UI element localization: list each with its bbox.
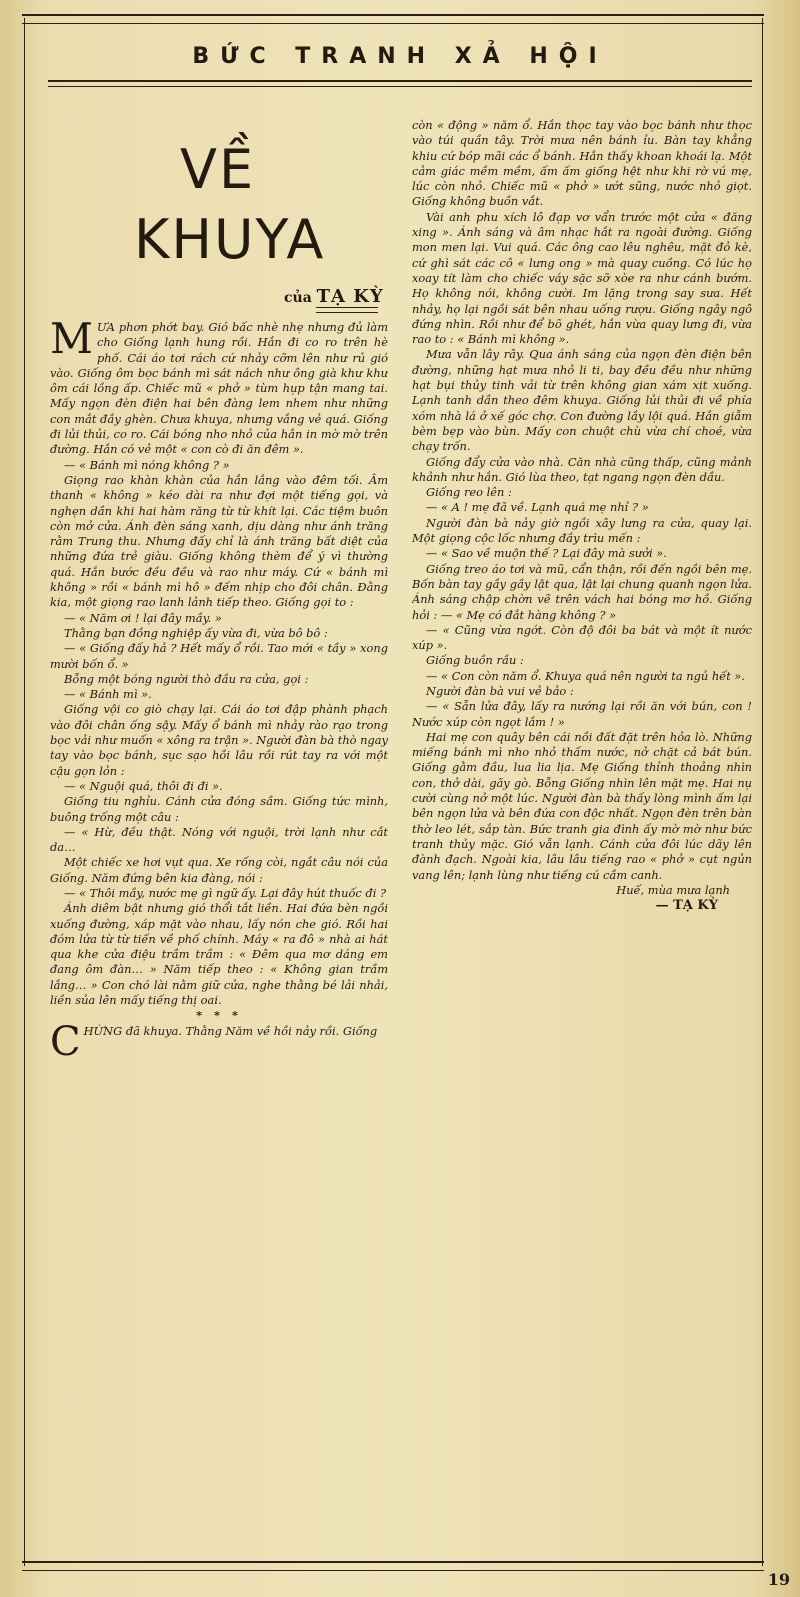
article-title-line2: KHUYA	[134, 208, 326, 271]
paragraph: Mưa vẫn lây rây. Qua ánh sáng của ngọn đèn điện bên đường, những hạt mưa nhỏ li ti, bay đều đều như những hạt bụi thủy tinh vải từ trên không gian xám xịt xuống. Lạnh tanh dần theo đêm khuya. Giống lủi thủi đi về phía xóm nhà lá ở xế góc chợ. Con đường lầy lội quá. Hắn giẫm bèm bẹp vào bùn. Mấy con chuột chù vừa chí choé, vừa chạy trốn.	[412, 347, 752, 454]
paragraph: Giọng rao khàn khàn của hắn lắng vào đêm tối. Âm thanh « không » kéo dài ra như đợi một tiếng gọi, và nghẹn dần khi hai hàm răng từ từ khít lại. Các tiệm buôn còn mở cửa. Ánh đèn sáng xanh, dịu dàng như ánh trăng rằm Trung thu. Nhưng đấy chỉ là ánh trăng bất diệt của những đứa trẻ giàu. Giống không thèm để ý vì thường quá. Hắn bước đều đều và rao như máy. Cứ « bánh mì không » rồi « bánh mì hô » đếm nhịp cho đôi chân. Đằng kia, một giọng rao lanh lảnh tiếp theo. Giống gọi to :	[50, 472, 388, 610]
byline-prefix: của	[284, 290, 312, 306]
paragraph: — « Bánh mì nóng không ? »	[64, 457, 230, 472]
paragraph: Giống đẩy cửa vào nhà. Căn nhà cũng thấp, cũng mảnh khảnh như hắn. Gió lùa theo, tạt ngang ngọn đèn dầu.	[412, 454, 752, 484]
paragraph: Giống vội co giò chạy lại. Cái áo tơi đập phành phạch vào đôi chân ống sậy. Mấy ổ bánh mì nhảy rào rạo trong bọc vải như muốn « xông ra trận ». Người đàn bà thò ngay tay vào bọc bánh, sục sạo hồi lâu rồi rút tay ra với một cậu gọn lỏn :	[50, 702, 388, 778]
paragraph: còn « động » năm ổ. Hắn thọc tay vào bọc bánh như thọc vào túi quần tây. Trời mưa nên bánh ỉu. Bàn tay khẳng khiu cứ bóp mãi các ổ bánh. Hắn thấy khoan khoái lạ. Một cảm giác mềm mềm, ấm ấm giống hệt như khi rờ vú mẹ, lúc còn nhỏ. Chiếc mũ « phở » ướt sũng, nước nhỏ giọt. Giống không buồn vắt.	[412, 118, 752, 209]
dateline: Huế, mùa mưa lạnh	[616, 882, 730, 897]
author-name: TẠ KỲ	[316, 286, 384, 307]
page-number: 19	[767, 1570, 790, 1589]
paragraph: Giống buồn rầu :	[426, 653, 524, 668]
paragraph: Thằng bạn đồng nghiệp ấy vừa đi, vừa bô bô :	[64, 625, 328, 640]
section-break: * * *	[196, 1008, 242, 1023]
drop-cap: C	[50, 1018, 81, 1065]
left-border	[24, 18, 25, 1566]
paragraph: Một chiếc xe hơi vụt qua. Xe rống còi, ngắt câu nói của Giống. Năm đứng bên kia đàng, nói :	[50, 855, 388, 885]
paragraph: — « Năm ơi ! lại đây mầy. »	[64, 610, 222, 625]
paragraph: — « Cũng vừa ngớt. Còn độ đôi ba bát và một ít nước xúp ».	[412, 622, 752, 653]
paragraph: — « Sẵn lửa đây, lấy ra nướng lại rồi ăn với bún, con ! Nước xúp còn ngọt lắm ! »	[412, 699, 752, 729]
top-border	[22, 14, 764, 24]
paragraph: Bỗng một bóng người thò đầu ra cửa, gọi :	[64, 671, 309, 686]
section-header: BỨC TRANH XẢ HỘI	[192, 44, 608, 69]
paragraph: Giống tiu nghỉu. Cánh cửa đóng sầm. Giống tức mình, buông trống một câu :	[50, 794, 388, 824]
paragraph: — « Bánh mì ».	[64, 687, 152, 702]
bottom-border	[22, 1561, 764, 1571]
paragraph: — « A ! mẹ đã về. Lạnh quá mẹ nhỉ ? »	[426, 500, 649, 515]
paragraph: Giống treo áo tơi và mũ, cẩn thận, rồi đến ngồi bên mẹ. Bốn bàn tay gầy gầy lật qua, lật lại chung quanh ngọn lửa. Ánh sáng chập chờn vẽ trên vách hai bóng mơ hồ. Giống hỏi : — « Mẹ có đắt hàng không ? »	[412, 561, 752, 622]
byline	[284, 286, 384, 307]
paragraph: — « Hừ, đều thật. Nóng với nguội, trời lạnh như cắt da…	[50, 824, 388, 855]
header-rule	[48, 80, 752, 87]
paragraph: Hai mẹ con quây bên cái nồi đất đặt trên hỏa lò. Những miếng bánh mì nho nhỏ thấm nước, nở chặt cả bát bún. Giống gằm đầu, lua lia lịa. Mẹ Giống thỉnh thoảng nhìn con, thở dài, gãy gò. Bỗng Giống nhìn lên mặt mẹ. Hai nụ cười cùng nở một lúc. Người đàn bà thấy lòng mình ấm lại bên ngọn lửa và bên đứa con độc nhất. Ngọn đèn trên bàn thờ leo lét, sắp tàn. Bức tranh gia đình ấy mờ mờ như bức tranh thủy mặc. Gió vẫn lạnh. Cánh cửa đôi lúc dãy lên đành đạch. Ngoài kia, lâu lâu tiếng rao « phở » cụt ngủn vang lên; lạnh lùng như tiếng cú cầm canh.	[412, 729, 752, 882]
drop-cap: M	[50, 320, 94, 363]
paragraph: Giống reo lên :	[426, 485, 512, 500]
paragraph: CHỪNG đã khuya. Thằng Năm về hồi nảy rồi. Giống	[50, 1018, 378, 1065]
paragraph: Vài anh phu xích lô đạp vơ vẩn trước một cửa « đăng xing ». Ánh sáng và âm nhạc hắt ra ngoài đường. Giống mon men lại. Vui quá. Các ông cao lêu nghêu, mặt đỏ kè, cứ ghì sát các cô « lưng ong » mà quay cuồng. Có lúc họ xoay tít làm cho chiếc váy sặc sỡ xòe ra như cánh bướm. Họ không nói, không cười. Im lặng trong say sưa. Hết nhảy, họ lại ngồi sát bên nhau uống rượu. Giống ngây ngô đứng nhìn. Rồi như để bõ ghét, hắn vừa quay lưng đi, vừa rao to : « Bánh mì không ».	[412, 209, 752, 347]
right-border	[762, 18, 763, 1566]
paragraph: Người đàn bà vui vẻ bảo :	[426, 683, 574, 698]
paragraph: — « Sao về muộn thế ? Lại đây mà sưởi ».	[426, 546, 667, 561]
paragraph: — « Con còn năm ổ. Khuya quá nên người ta ngủ hết ».	[426, 668, 745, 683]
paragraph: — « Nguội quá, thôi đi đi ».	[64, 778, 223, 793]
paragraph: — « Thôi mầy, nước mẹ gì ngữ ấy. Lại đây hút thuốc đi ?	[64, 885, 387, 900]
paragraph: MƯA phơn phớt bay. Gió bấc nhè nhẹ nhưng đủ làm cho Giống lạnh hung rồi. Hắn đi co ro trên hè phố. Cái áo tơi rách cứ nhảy cỡm lên như rủ gió vào. Giống ôm bọc bánh mì sát nách như ông già khư khư ôm cái lồng ấp. Chiếc mũ « phở » tùm hụp tận mang tai. Mấy ngọn đèn điện hai bên đàng lem nhem như những con mắt đầy ghèn. Chưa khuya, nhưng vắng vẻ quá. Giống đi lủi thủi, co ro. Cái bóng nho nhỏ của hắn in mờ mờ trên đường. Hắn có vẻ một « con cò đi ăn đêm ».	[50, 320, 388, 457]
paragraph: Người đàn bà nảy giờ ngồi xây lưng ra cửa, quay lại. Một giọng cộc lốc nhưng đầy trìu mến :	[412, 515, 752, 546]
signature: — TẠ KỲ	[655, 898, 718, 914]
paragraph: Ánh diêm bật nhưng gió thổi tắt liền. Hai đứa bèn ngồi xuống đường, xáp mặt vào nhau, lấy nón che gió. Rồi hai đóm lửa từ từ tiến về phố chính. Máy « ra đô » nhà ai hát qua khe cửa điệu trầm trầm : « Đêm qua mơ dáng em đang ôm đàn… » Năm tiếp theo : « Không gian trầm lắng… » Con chó lài nằm giữ cửa, nghe thằng bé lải nhải, liền sủa lên mấy tiếng thị oai.	[50, 901, 388, 1008]
column-left	[50, 320, 388, 1485]
article-title-line1: VỀ	[180, 138, 256, 201]
paragraph: — « Giống đấy hả ? Hết mấy ổ rồi. Tao mới « tầy » xong mười bốn ổ. »	[50, 641, 388, 671]
column-right	[412, 118, 752, 1502]
byline-rule	[316, 307, 378, 313]
